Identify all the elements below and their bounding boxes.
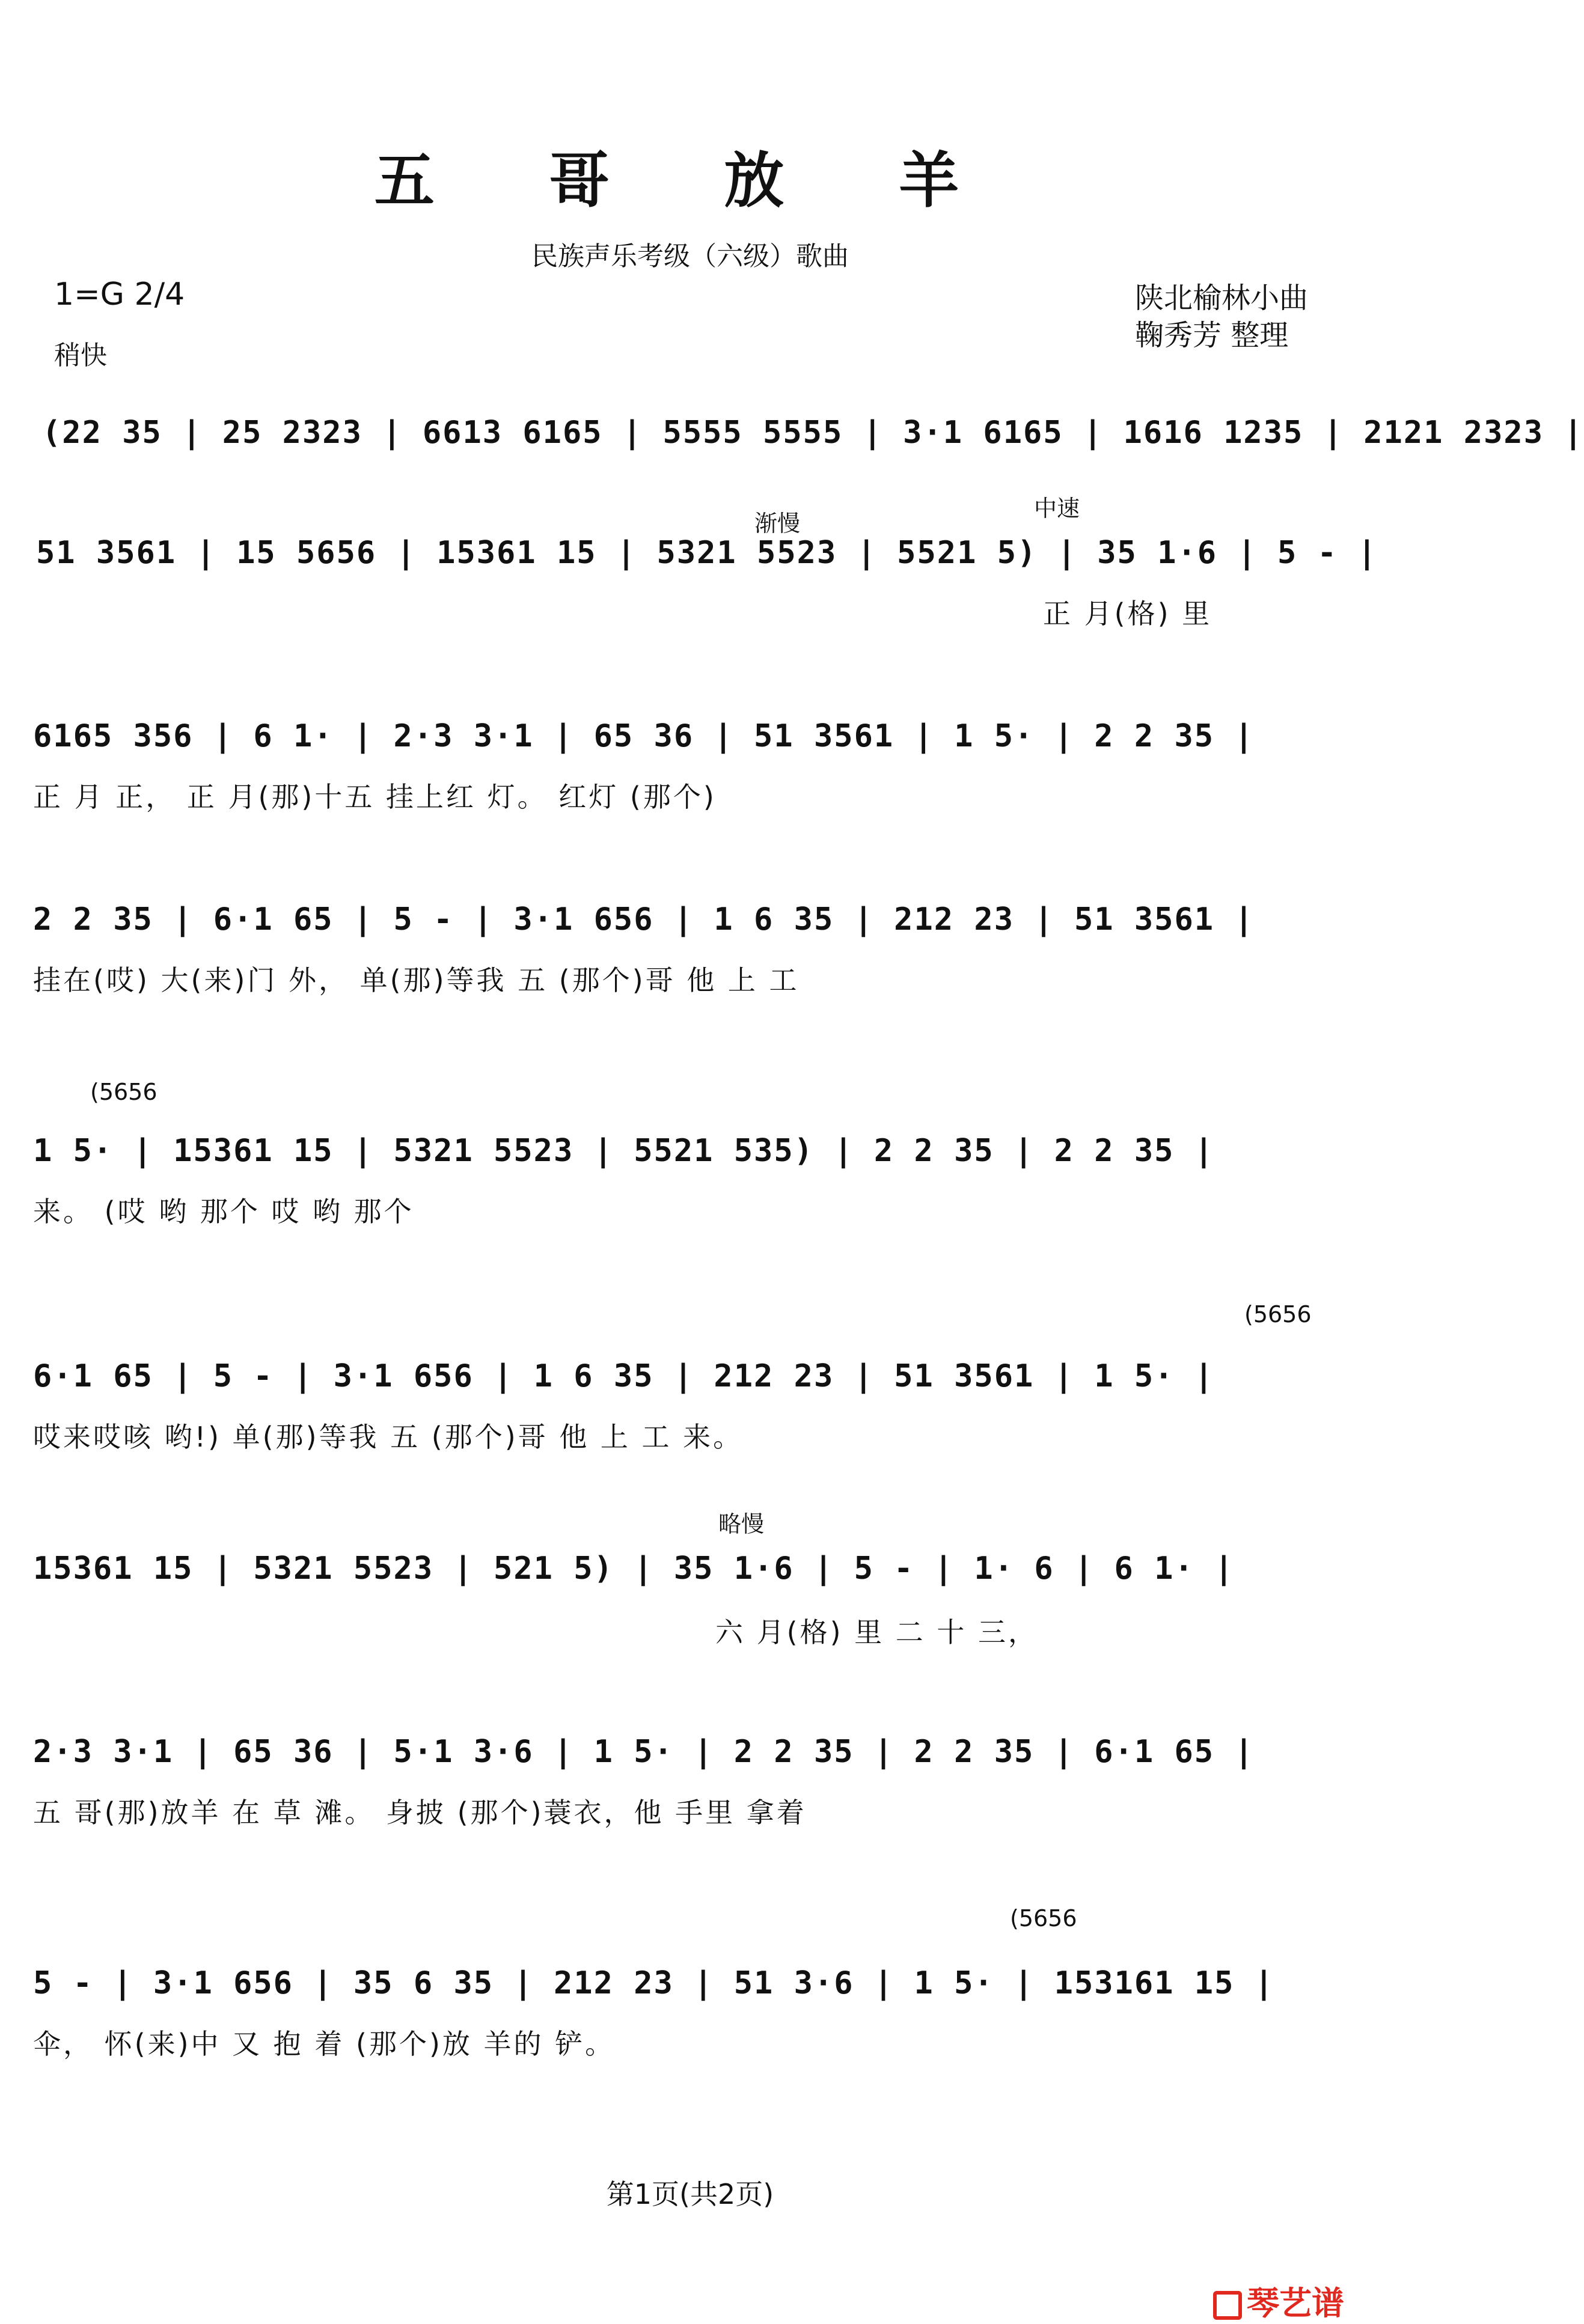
notation-line: 15361 15 | 5321 5523 | 521 5) | 35 1·6 | 5 - | 1· 6 | 6 1· | — [33, 1551, 1235, 1587]
logo-text: 琴艺谱 — [1247, 2284, 1344, 2322]
site-logo — [1213, 2278, 1344, 2324]
notation-line: 2 2 35 | 6·1 65 | 5 - | 3·1 656 | 1 6 35 | 212 23 | 51 3561 | — [33, 901, 1255, 938]
notation-line: 6165 356 | 6 1· | 2·3 3·1 | 65 36 | 51 3561 | 1 5· | 2 2 35 | — [33, 718, 1255, 754]
page-title: 五 哥 放 羊 — [374, 145, 1006, 216]
lyrics-line: 哎来哎咳 哟!) 单(那)等我 五 (那个)哥 他 上 工 来。 — [33, 1421, 744, 1453]
composer-arranger: 鞠秀芳 整理 — [1134, 319, 1289, 352]
lyrics-line: 来。 (哎 哟 那个 哎 哟 那个 — [33, 1195, 414, 1228]
grace-notes: (5656 — [90, 1079, 157, 1105]
key-signature: 1=G 2/4 — [54, 276, 185, 313]
notation-line: 1 5· | 15361 15 | 5321 5523 | 5521 535) | 2 2 35 | 2 2 35 | — [33, 1133, 1215, 1169]
composer-origin: 陕北榆林小曲 — [1134, 281, 1308, 315]
tempo-change-mark: 略慢 — [718, 1511, 765, 1537]
logo-mark-icon — [1213, 2291, 1242, 2320]
lyrics-line: 伞， 怀(来)中 又 抱 着 (那个)放 羊的 铲。 — [33, 2028, 616, 2060]
lyrics-line: 五 哥(那)放羊 在 草 滩。 身披 (那个)蓑衣，他 手里 拿着 — [33, 1796, 807, 1829]
subtitle: 民族声乐考级（六级）歌曲 — [531, 241, 849, 272]
notation-line: 2·3 3·1 | 65 36 | 5·1 3·6 | 1 5· | 2 2 35 | 2 2 35 | 6·1 65 | — [33, 1734, 1255, 1770]
lyrics-line: 正 月(格) 里 — [1043, 597, 1212, 630]
grace-notes: (5656 — [1244, 1301, 1312, 1328]
composer-credit — [1135, 279, 1308, 354]
lyrics-line: 正 月 正， 正 月(那)十五 挂上红 灯。 红灯 (那个) — [33, 781, 717, 813]
notation-line: 51 3561 | 15 5656 | 15361 15 | 5321 5523 | 5521 5) | 35 1·6 | 5 - | — [36, 535, 1378, 571]
grace-notes: (5656 — [1010, 1905, 1077, 1932]
notation-line: (22 35 | 25 2323 | 6613 6165 | 5555 5555 | 3·1 6165 | 1616 1235 | 2121 2323 | — [42, 415, 1584, 451]
page-number: 第1页(共2页) — [606, 2178, 774, 2210]
notation-line: 5 - | 3·1 656 | 35 6 35 | 212 23 | 51 3·6 | 1 5· | 153161 15 | — [33, 1965, 1275, 2001]
lyrics-line: 六 月(格) 里 二 十 三， — [715, 1616, 1039, 1648]
tempo-marking: 稍快 — [54, 340, 107, 371]
tempo-change-mark: 渐慢 — [754, 510, 801, 537]
notation-line: 6·1 65 | 5 - | 3·1 656 | 1 6 35 | 212 23 | 51 3561 | 1 5· | — [33, 1358, 1215, 1394]
lyrics-line: 挂在(哎) 大(来)门 外， 单(那)等我 五 (那个)哥 他 上 工 — [33, 964, 800, 996]
tempo-change-mark: 中速 — [1034, 495, 1080, 522]
